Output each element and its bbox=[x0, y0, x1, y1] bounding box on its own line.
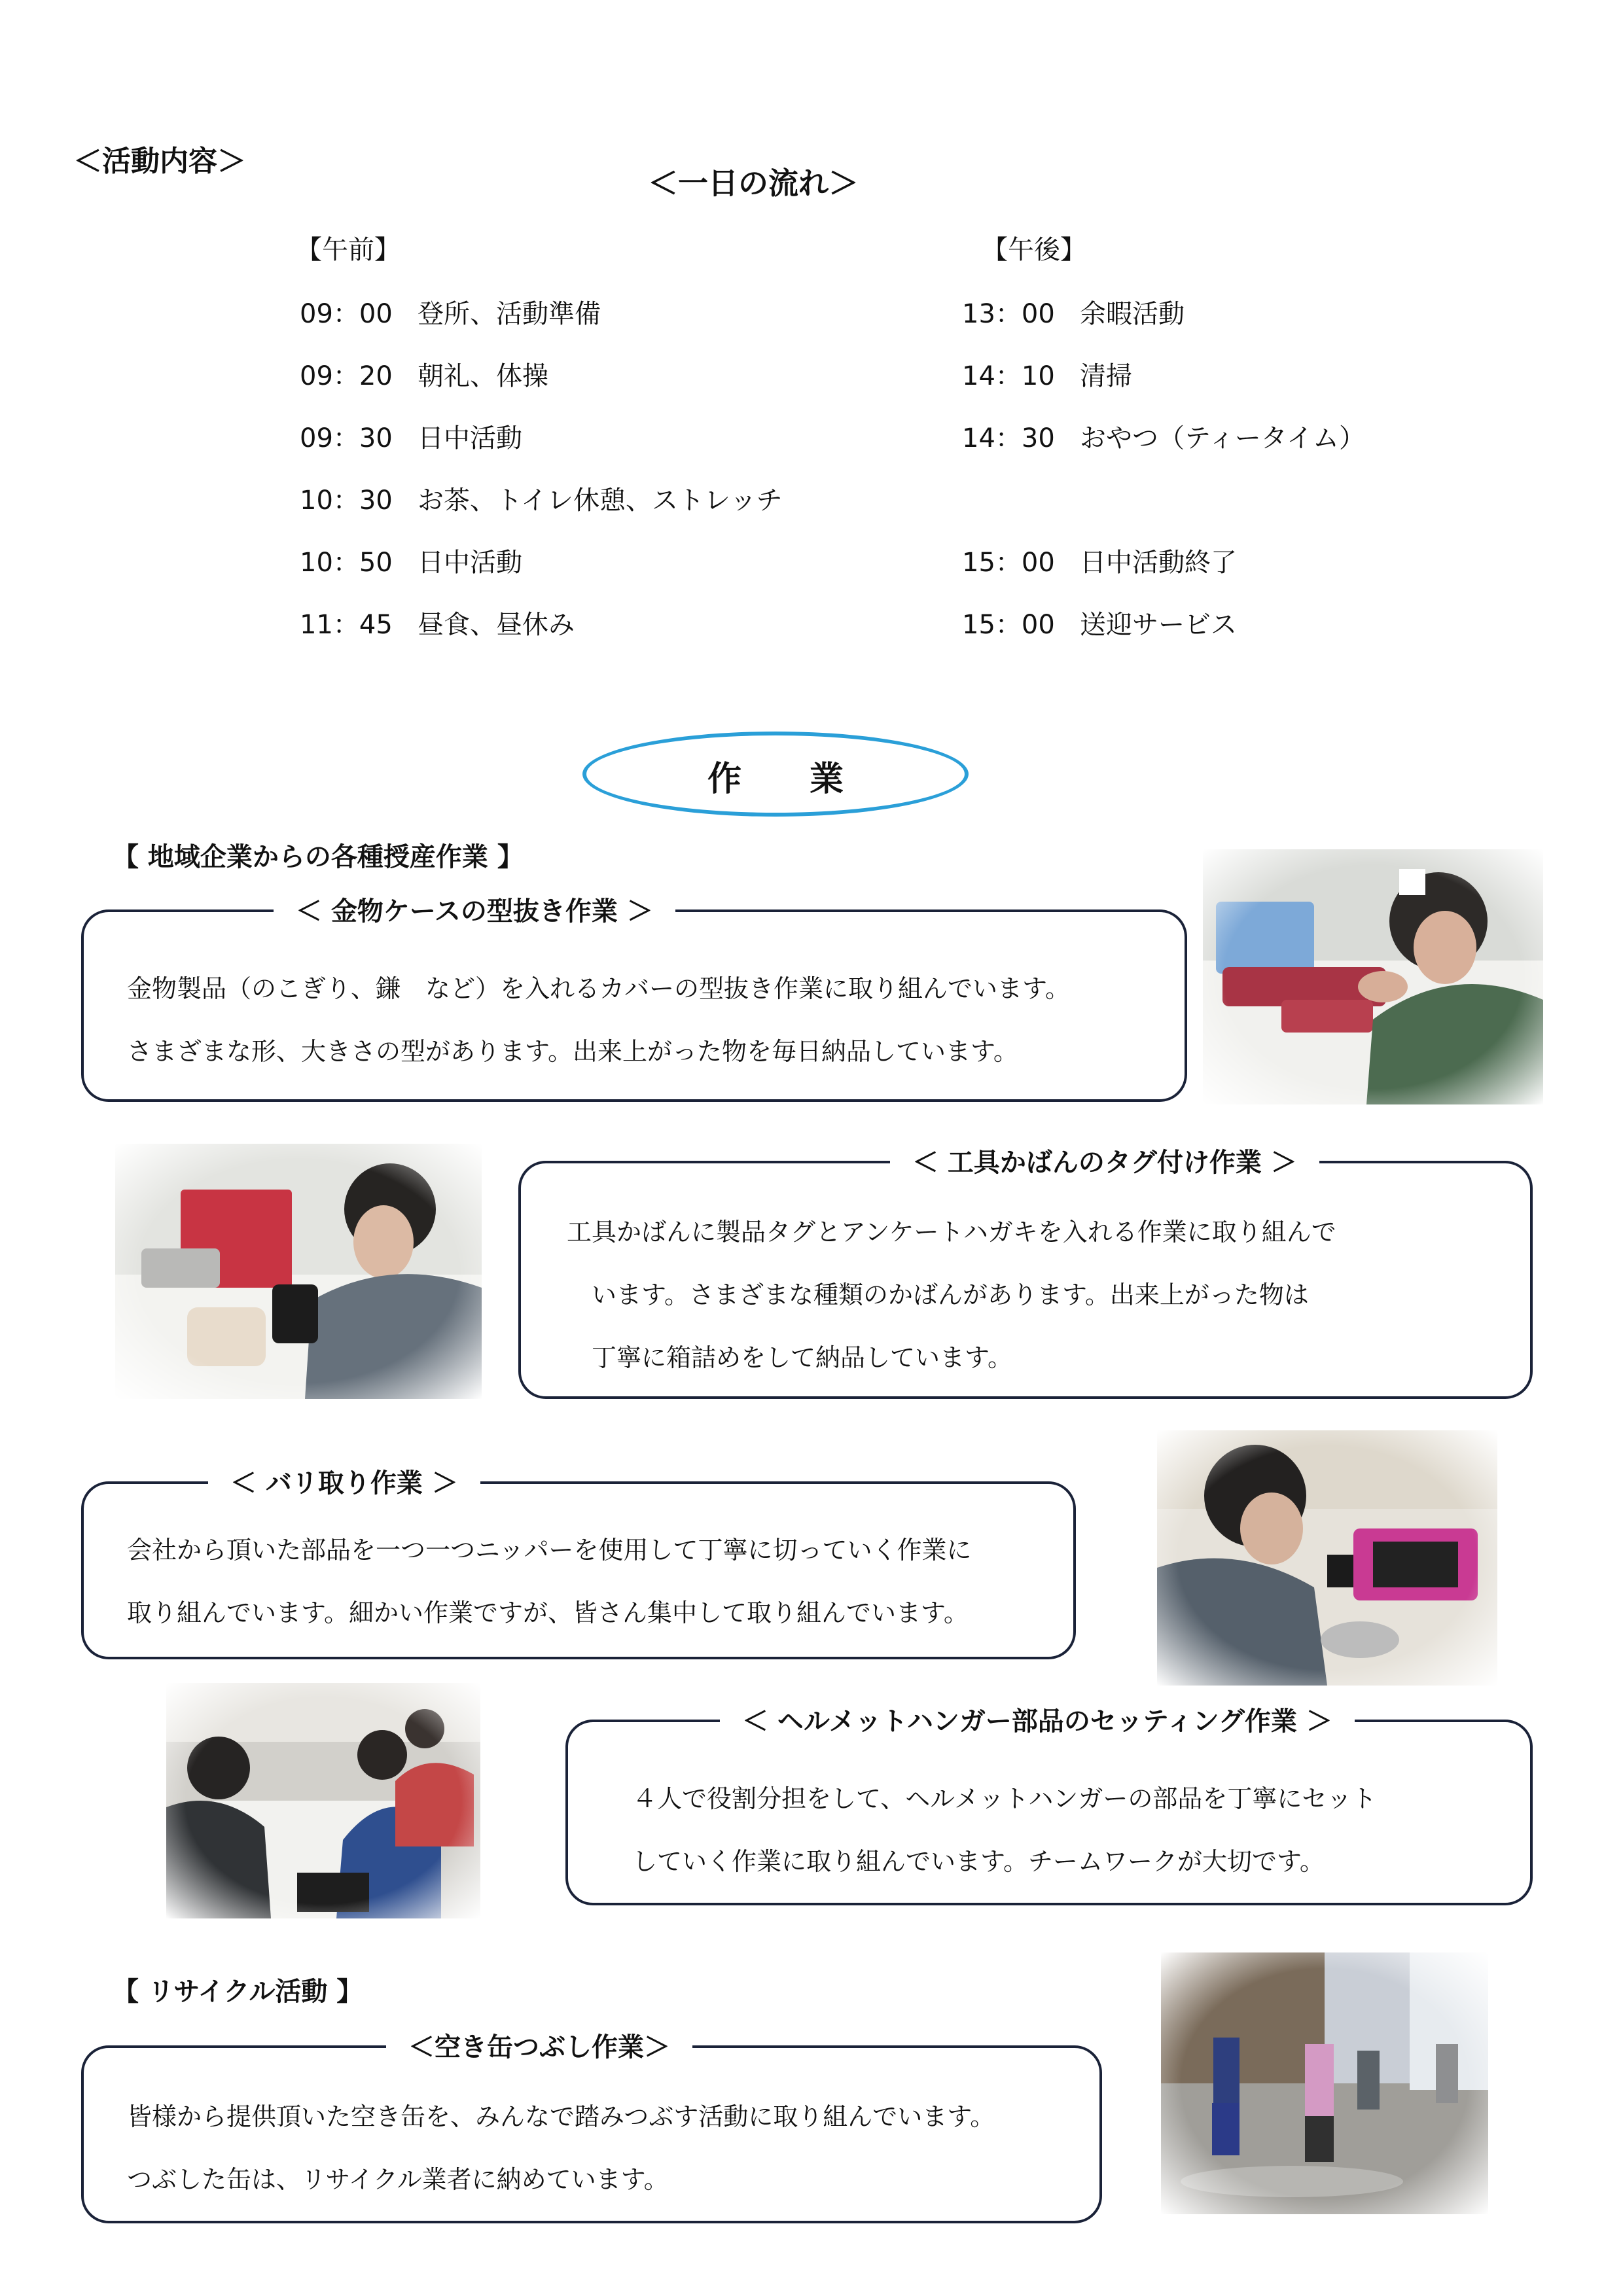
helmet-title: ＜ ヘルメットハンガー部品のセッティング作業 ＞ bbox=[720, 1705, 1355, 1738]
tool-bag-photo bbox=[115, 1144, 482, 1399]
schedule-row bbox=[962, 604, 1237, 641]
cans-title: ＜空き缶つぶし作業＞ bbox=[386, 2031, 692, 2064]
metal-case-line: 金物製品（のこぎり、鎌 など）を入れるカバーの型抜き作業に取り組んでいます。 bbox=[127, 974, 1070, 1003]
morning-label: 【午前】 bbox=[296, 235, 401, 265]
schedule-text: 余暇活動 bbox=[1080, 299, 1185, 329]
schedule-row bbox=[962, 542, 1237, 579]
tool-bag-title: ＜ 工具かばんのタグ付け作業 ＞ bbox=[890, 1146, 1319, 1179]
schedule-time: 10：50 bbox=[300, 548, 393, 578]
work-heading: 作 業 bbox=[707, 760, 844, 799]
afternoon-label: 【午後】 bbox=[982, 235, 1086, 265]
helmet-line: していく作業に取り組んでいます。チームワークが大切です。 bbox=[632, 1847, 1325, 1876]
schedule-row bbox=[962, 293, 1185, 330]
cans-line: つぶした缶は、リサイクル業者に納めています。 bbox=[127, 2165, 669, 2194]
schedule-text: 朝礼、体操 bbox=[418, 361, 548, 391]
cans-photo bbox=[1161, 1952, 1488, 2214]
metal-case-line: さまざまな形、大きさの型があります。出来上がった物を毎日納品しています。 bbox=[127, 1037, 1018, 1066]
cans-line: 皆様から提供頂いた空き缶を、みんなで踏みつぶす活動に取り組んでいます。 bbox=[127, 2102, 995, 2131]
schedule-text: 登所、活動準備 bbox=[418, 299, 601, 329]
schedule-text: お茶、トイレ休憩、ストレッチ bbox=[418, 486, 783, 516]
schedule-time: 09：20 bbox=[300, 361, 393, 391]
schedule-time: 09：00 bbox=[300, 299, 393, 329]
burr-line: 会社から頂いた部品を一つ一つニッパーを使用して丁寧に切っていく作業に bbox=[127, 1536, 972, 1564]
burr-photo bbox=[1157, 1430, 1497, 1686]
helmet-line: ４人で役割分担をして、ヘルメットハンガーの部品を丁寧にセット bbox=[632, 1784, 1377, 1813]
schedule-row bbox=[300, 293, 601, 330]
schedule-time: 15：00 bbox=[962, 548, 1055, 578]
schedule-text: 送迎サービス bbox=[1080, 610, 1237, 640]
cans-box bbox=[81, 2045, 1102, 2223]
metal-case-box bbox=[81, 910, 1187, 1102]
tool-bag-line: 丁寧に箱詰めをして納品しています。 bbox=[592, 1343, 1012, 1372]
schedule-row bbox=[962, 355, 1132, 393]
schedule-time: 11：45 bbox=[300, 610, 393, 640]
section-contract-heading: 【 地域企業からの各種授産作業 】 bbox=[113, 842, 524, 872]
schedule-time: 09：30 bbox=[300, 423, 393, 453]
schedule-time: 14：10 bbox=[962, 361, 1055, 391]
schedule-row bbox=[300, 542, 522, 579]
schedule-time: 14：30 bbox=[962, 423, 1055, 453]
activity-heading: ＜活動内容＞ bbox=[73, 145, 246, 178]
section-recycle-heading: 【 リサイクル活動 】 bbox=[113, 1977, 363, 2007]
daily-flow-heading: ＜一日の流れ＞ bbox=[648, 166, 859, 201]
schedule-text: 日中活動 bbox=[418, 423, 522, 453]
helmet-photo bbox=[166, 1683, 480, 1918]
schedule-time: 10：30 bbox=[300, 486, 393, 516]
schedule-row bbox=[300, 480, 783, 517]
schedule-text: おやつ（ティータイム） bbox=[1080, 423, 1365, 453]
schedule-row bbox=[300, 604, 575, 641]
metal-case-title: ＜ 金物ケースの型抜き作業 ＞ bbox=[274, 895, 675, 928]
schedule-time: 15：00 bbox=[962, 610, 1055, 640]
schedule-text: 日中活動 bbox=[418, 548, 522, 578]
tool-bag-line: います。さまざまな種類のかばんがあります。出来上がった物は bbox=[592, 1280, 1309, 1309]
tool-bag-line: 工具かばんに製品タグとアンケートハガキを入れる作業に取り組んで bbox=[567, 1218, 1336, 1246]
schedule-text: 清掃 bbox=[1080, 361, 1132, 391]
burr-box bbox=[81, 1481, 1076, 1659]
schedule-row bbox=[300, 417, 522, 455]
schedule-time: 13：00 bbox=[962, 299, 1055, 329]
schedule-row bbox=[962, 417, 1365, 455]
schedule-text: 日中活動終了 bbox=[1080, 548, 1237, 578]
schedule-text: 昼食、昼休み bbox=[418, 610, 575, 640]
burr-line: 取り組んでいます。細かい作業ですが、皆さん集中して取り組んでいます。 bbox=[127, 1598, 969, 1627]
metal-case-photo bbox=[1203, 849, 1543, 1104]
burr-title: ＜ バリ取り作業 ＞ bbox=[208, 1467, 480, 1500]
schedule-row bbox=[300, 355, 548, 393]
